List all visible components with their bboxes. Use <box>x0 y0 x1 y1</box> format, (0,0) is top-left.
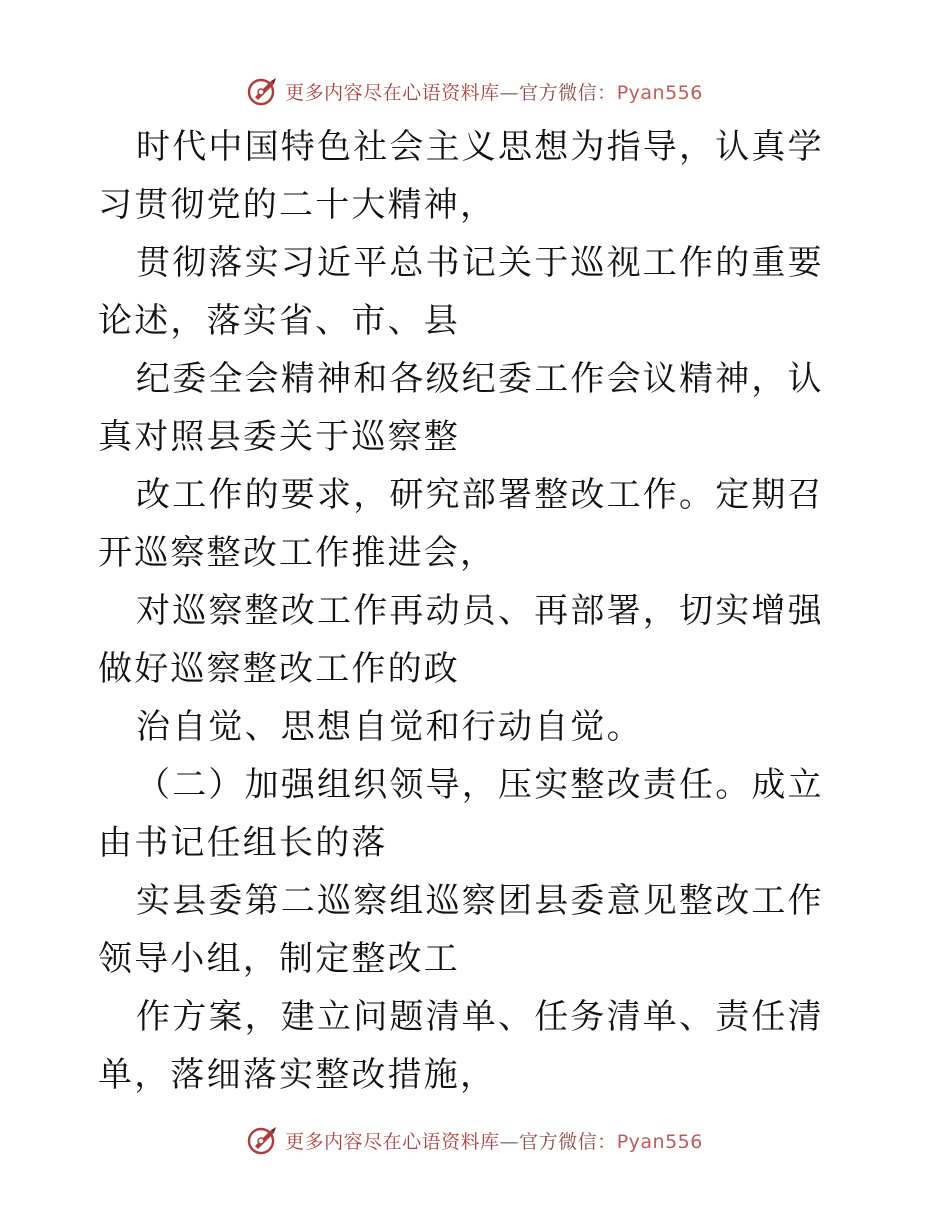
watermark-text <box>285 78 703 105</box>
footer-watermark <box>0 1120 950 1160</box>
paragraph-8: 实县委第二巡察组巡察团县委意见整改工作领导小组，制定整改工 <box>98 881 824 979</box>
watermark-text <box>285 1127 703 1154</box>
paragraph-3: 纪委全会精神和各级纪委工作会议精神，认真对照县委关于巡察整 <box>98 359 824 457</box>
watermark-library-text: 更多内容尽在心语资料库 <box>285 81 500 104</box>
quill-logo-icon <box>247 1124 279 1156</box>
document-body <box>98 118 858 1104</box>
watermark-wechat-id: Pyan556 <box>616 81 703 104</box>
watermark-dash: — <box>499 81 520 104</box>
watermark-dash: — <box>499 1130 520 1153</box>
header-watermark <box>0 71 950 111</box>
paragraph-1: 时代中国特色社会主义思想为指导，认真学习贯彻党的二十大精神， <box>98 127 824 225</box>
paragraph-9: 作方案，建立问题清单、任务清单、责任清单，落细落实整改措施， <box>98 997 824 1095</box>
paragraph-7: （二）加强组织领导，压实整改责任。成立由书记任组长的落 <box>98 765 824 863</box>
watermark-library-text: 更多内容尽在心语资料库 <box>285 1130 500 1153</box>
watermark-wechat-id: Pyan556 <box>616 1130 703 1153</box>
paragraph-6: 治自觉、思想自觉和行动自觉。 <box>136 707 643 747</box>
watermark-wechat-label: 官方微信： <box>519 81 617 104</box>
paragraph-5: 对巡察整改工作再动员、再部署，切实增强做好巡察整改工作的政 <box>98 591 824 689</box>
paragraph-4: 改工作的要求，研究部署整改工作。定期召开巡察整改工作推进会， <box>98 475 824 573</box>
watermark-wechat-label: 官方微信： <box>519 1130 617 1153</box>
paragraph-2: 贯彻落实习近平总书记关于巡视工作的重要论述，落实省、市、县 <box>98 243 824 341</box>
quill-logo-icon <box>247 75 279 107</box>
